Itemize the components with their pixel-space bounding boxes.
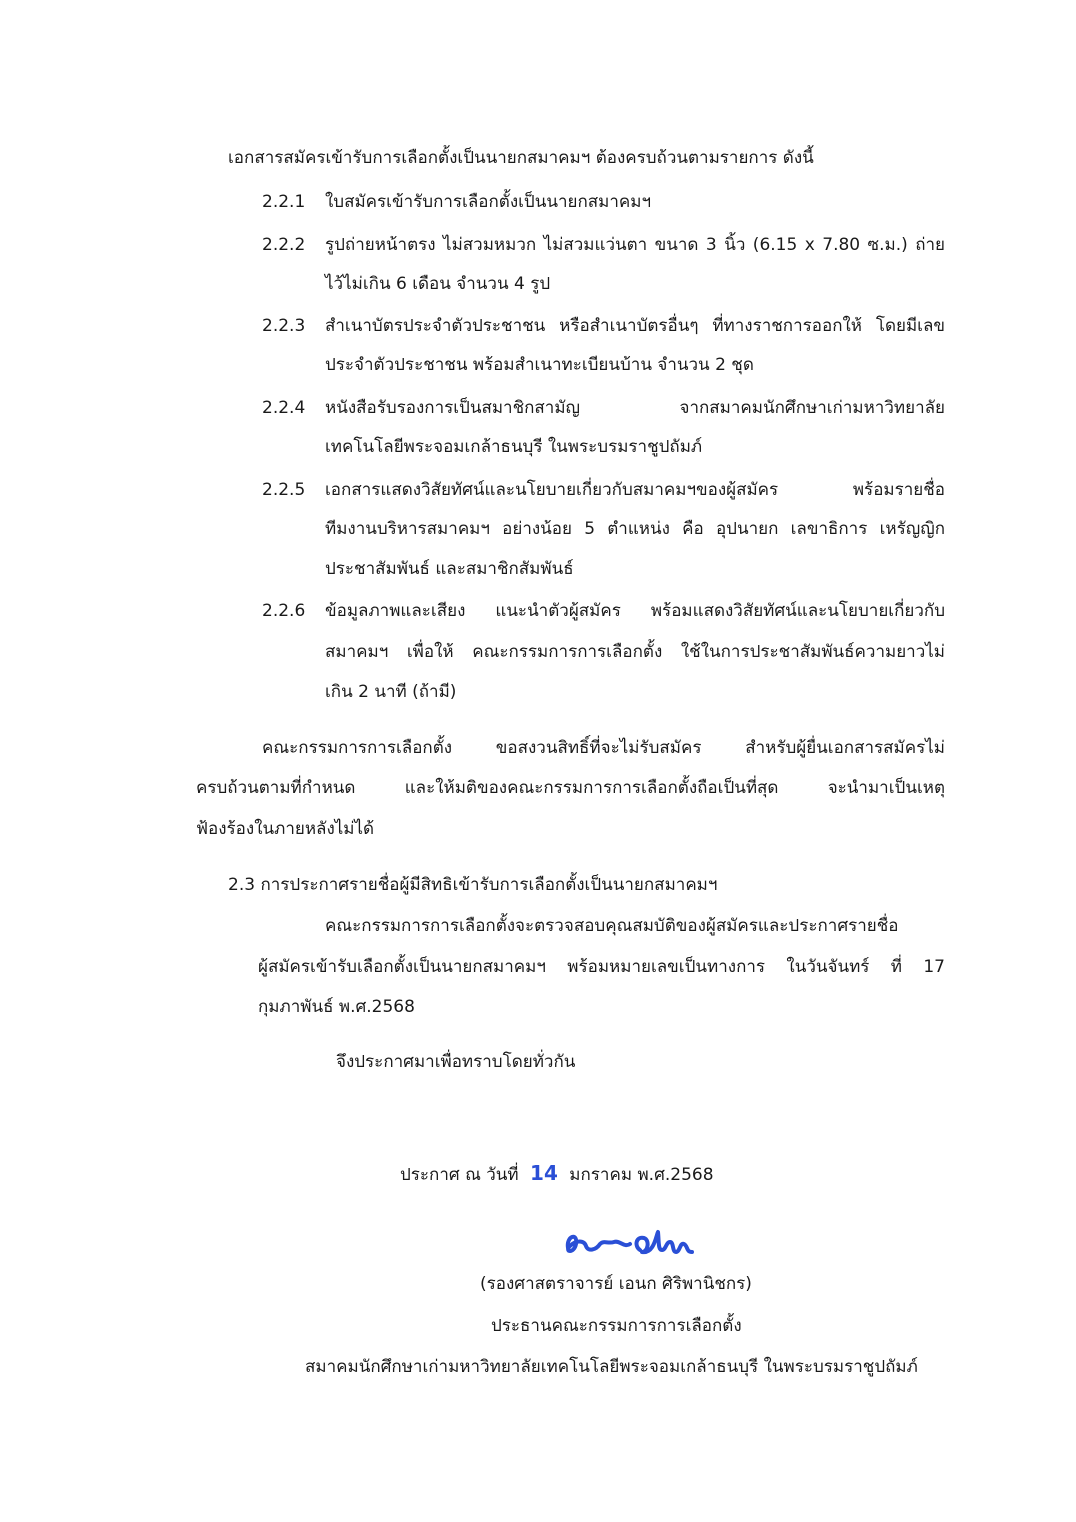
item-text: ใบสมัครเข้ารับการเลือกตั้งเป็นนายกสมาคมฯ [325, 192, 652, 212]
item-number: 2.2.5 [262, 480, 306, 500]
item-text: เกิน 2 นาที (ถ้ามี) [325, 682, 457, 702]
item-text: ข้อมูลภาพและเสียง แนะนำตัวผู้สมัคร พร้อมแสดงวิสัยทัศน์และนโยบายเกี่ยวกับ [325, 601, 945, 621]
item-number: 2.2.2 [262, 235, 306, 255]
item-text: รูปถ่ายหน้าตรง ไม่สวมหมวก ไม่สวมแว่นตา ขนาด 3 นิ้ว (6.15 x 7.80 ซ.ม.) ถ่าย [325, 235, 945, 255]
signature-image [560, 1222, 700, 1262]
intro-text: เอกสารสมัครเข้ารับการเลือกตั้งเป็นนายกสมาคมฯ ต้องครบถ้วนตามรายการ ดังนี้ [228, 148, 814, 168]
signer-name: (รองศาสตราจารย์ เอนก ศิริพานิชกร) [480, 1274, 752, 1294]
item-text: สมาคมฯ เพื่อให้ คณะกรรมการการเลือกตั้ง ใช้ในการประชาสัมพันธ์ความยาวไม่ [325, 642, 945, 662]
date-line [400, 1161, 714, 1187]
paragraph-text: ฟ้องร้องในภายหลังไม่ได้ [196, 819, 375, 839]
item-text: ไว้ไม่เกิน 6 เดือน จำนวน 4 รูป [325, 274, 551, 294]
item-number: 2.2.4 [262, 398, 306, 418]
item-text: ทีมงานบริหารสมาคมฯ อย่างน้อย 5 ตำแหน่ง คือ อุปนายก เลขาธิการ เหรัญญิก [325, 519, 945, 539]
announcement-text: จึงประกาศมาเพื่อทราบโดยทั่วกัน [336, 1052, 576, 1072]
item-text: ประจำตัวประชาชน พร้อมสำเนาทะเบียนบ้าน จำนวน 2 ชุด [325, 355, 754, 375]
item-text: สำเนาบัตรประจำตัวประชาชน หรือสำเนาบัตรอื่นๆ ที่ทางราชการออกให้ โดยมีเลข [325, 316, 945, 336]
item-number: 2.2.1 [262, 192, 306, 212]
section-text: คณะกรรมการการเลือกตั้งจะตรวจสอบคุณสมบัติของผู้สมัครและประกาศรายชื่อ [325, 916, 899, 936]
item-number: 2.2.3 [262, 316, 306, 336]
organization-name: สมาคมนักศึกษาเก่ามหาวิทยาลัยเทคโนโลยีพระจอมเกล้าธนบุรี ในพระบรมราชูปถัมภ์ [305, 1357, 918, 1377]
item-text: เทคโนโลยีพระจอมเกล้าธนบุรี ในพระบรมราชูปถัมภ์ [325, 437, 703, 457]
signer-title: ประธานคณะกรรมการการเลือกตั้ง [491, 1316, 742, 1336]
section-heading: 2.3 การประกาศรายชื่อผู้มีสิทธิเข้ารับการเลือกตั้งเป็นนายกสมาคมฯ [228, 875, 718, 895]
date-day-handwritten: 14 [530, 1161, 558, 1185]
item-number: 2.2.6 [262, 601, 306, 621]
paragraph-text: ครบถ้วนตามที่กำหนด และให้มติของคณะกรรมการการเลือกตั้งถือเป็นที่สุด จะนำมาเป็นเหตุ [196, 778, 945, 798]
section-text: ผู้สมัครเข้ารับเลือกตั้งเป็นนายกสมาคมฯ พร้อมหมายเลขเป็นทางการ ในวันจันทร์ ที่ 17 [258, 957, 945, 977]
paragraph-text: คณะกรรมการการเลือกตั้ง ขอสงวนสิทธิ์ที่จะไม่รับสมัคร สำหรับผู้ยื่นเอกสารสมัครไม่ [262, 738, 945, 758]
item-text: ประชาสัมพันธ์ และสมาชิกสัมพันธ์ [325, 559, 574, 579]
date-suffix: มกราคม พ.ศ.2568 [569, 1165, 714, 1185]
item-text: เอกสารแสดงวิสัยทัศน์และนโยบายเกี่ยวกับสมาคมฯของผู้สมัคร พร้อมรายชื่อ [325, 480, 945, 500]
item-text: หนังสือรับรองการเป็นสมาชิกสามัญ จากสมาคมนักศึกษาเก่ามหาวิทยาลัย [325, 398, 945, 418]
date-prefix: ประกาศ ณ วันที่ [400, 1165, 519, 1185]
section-text: กุมภาพันธ์ พ.ศ.2568 [258, 997, 415, 1017]
